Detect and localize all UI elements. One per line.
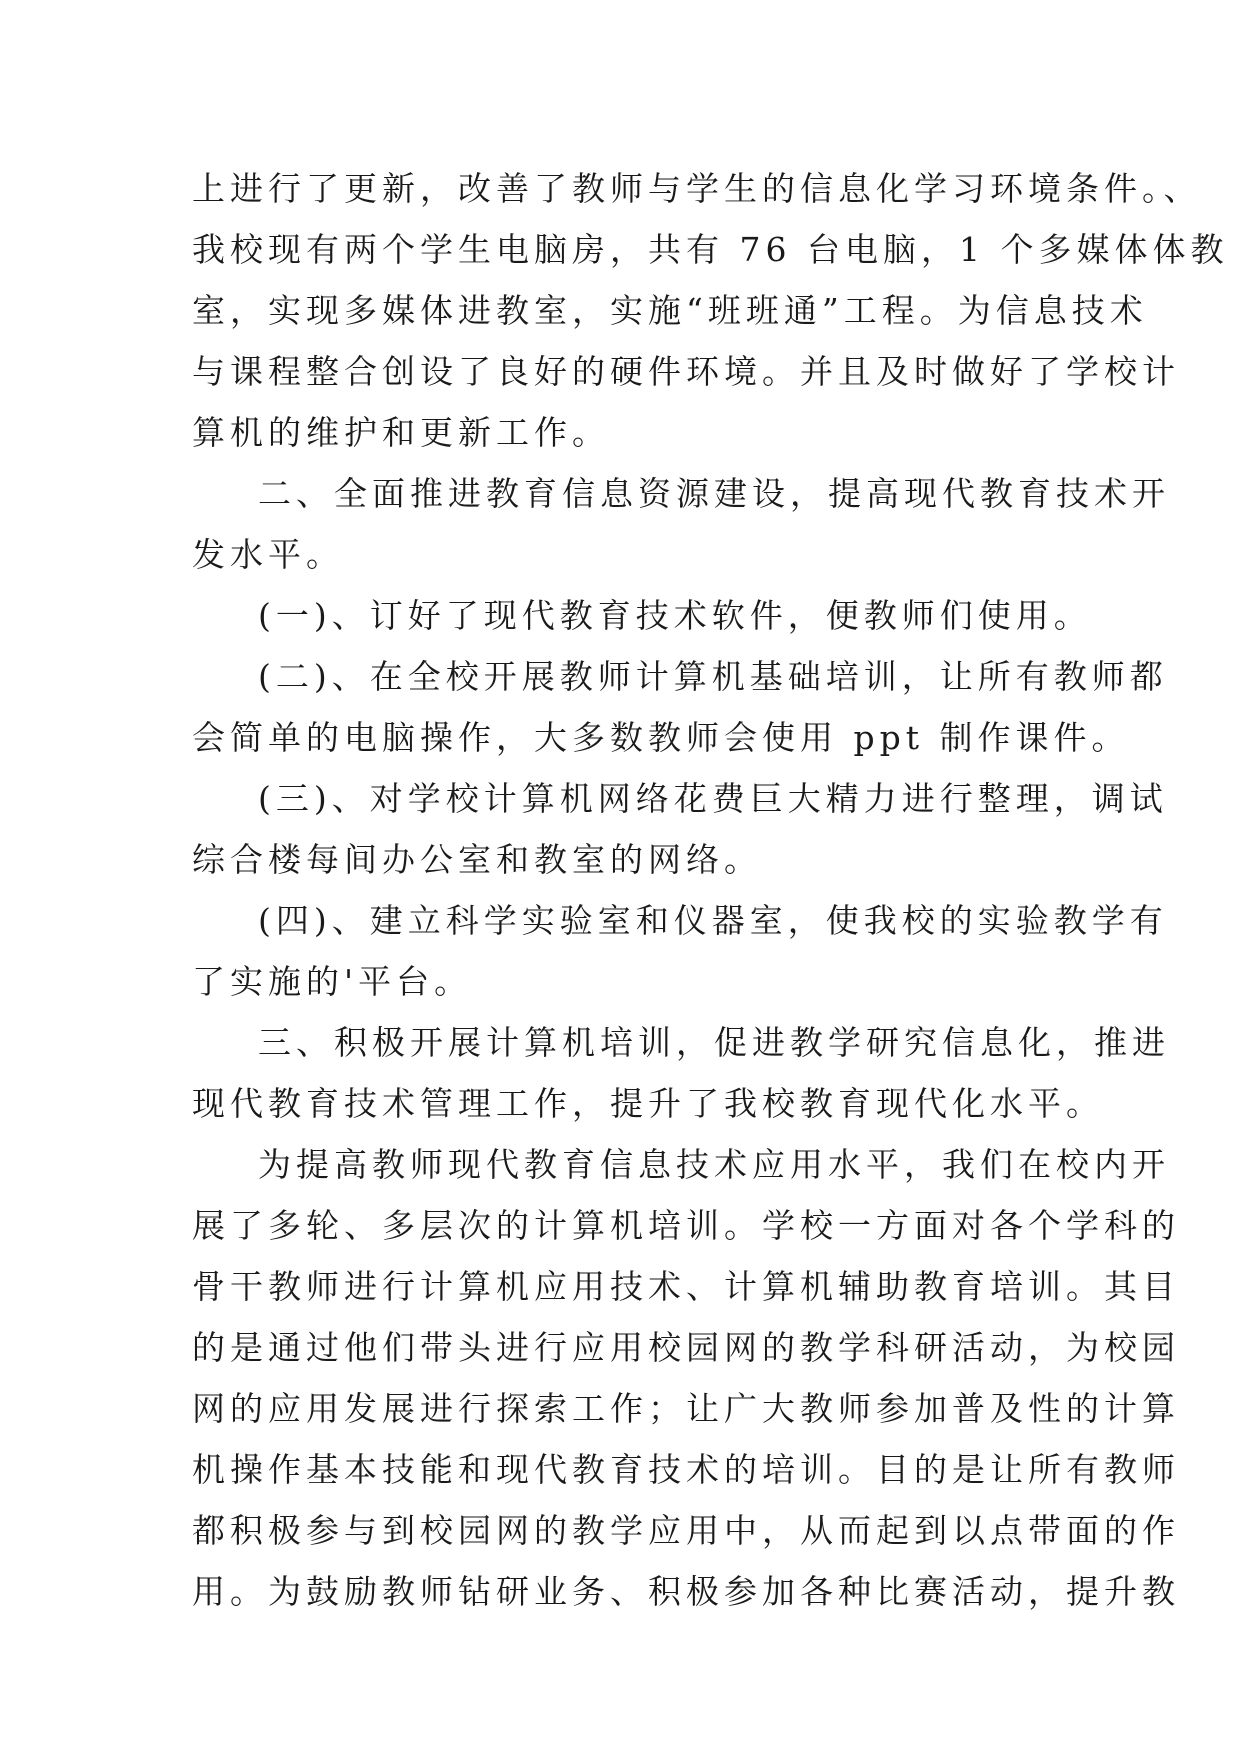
list-item-two bbox=[192, 646, 1168, 768]
text-line: 我校现有两个学生电脑房，共有 76 台电脑，1 个多媒体体教 bbox=[192, 230, 1229, 269]
text-line: 为提高教师现代教育信息技术应用水平，我们在校内开 bbox=[258, 1145, 1170, 1184]
text-line: (二)、在全校开展教师计算机基础培训，让所有教师都 bbox=[258, 657, 1168, 696]
document-body bbox=[192, 158, 1229, 1622]
text-line: 综合楼每间办公室和教室的网络。 bbox=[192, 840, 762, 879]
text-line: 与课程整合创设了良好的硬件环境。并且及时做好了学校计 bbox=[192, 352, 1180, 391]
list-item-four bbox=[192, 890, 1168, 1012]
paragraph-hardware-update bbox=[192, 158, 1229, 463]
text-line: 上进行了更新，改善了教师与学生的信息化学习环境条件。、 bbox=[192, 169, 1202, 208]
section-heading-two bbox=[192, 463, 1170, 585]
text-line: 算机的维护和更新工作。 bbox=[192, 413, 610, 452]
text-line: 了实施的'平台。 bbox=[192, 962, 473, 1001]
text-line: (三)、对学校计算机网络花费巨大精力进行整理，调试 bbox=[258, 779, 1168, 818]
text-line: 展了多轮、多层次的计算机培训。学校一方面对各个学科的 bbox=[192, 1206, 1180, 1245]
list-item-one bbox=[192, 585, 1092, 646]
text-line: 网的应用发展进行探索工作；让广大教师参加普及性的计算 bbox=[192, 1389, 1180, 1428]
text-line: (四)、建立科学实验室和仪器室，使我校的实验教学有 bbox=[258, 901, 1168, 940]
section-heading-three bbox=[192, 1012, 1170, 1134]
text-line: 现代教育技术管理工作，提升了我校教育现代化水平。 bbox=[192, 1084, 1104, 1123]
text-line: 骨干教师进行计算机应用技术、计算机辅助教育培训。其目 bbox=[192, 1267, 1180, 1306]
text-line: 用。为鼓励教师钻研业务、积极参加各种比赛活动，提升教 bbox=[192, 1572, 1180, 1611]
text-line: 机操作基本技能和现代教育技术的培训。目的是让所有教师 bbox=[192, 1450, 1180, 1489]
text-line: 会简单的电脑操作，大多数教师会使用 ppt 制作课件。 bbox=[192, 718, 1130, 757]
text-line: 室，实现多媒体进教室，实施“班班通”工程。为信息技术 bbox=[192, 291, 1148, 330]
text-line: (一)、订好了现代教育技术软件，便教师们使用。 bbox=[258, 596, 1092, 635]
text-line: 二、全面推进教育信息资源建设，提高现代教育技术开 bbox=[258, 474, 1170, 513]
text-line: 的是通过他们带头进行应用校园网的教学科研活动，为校园 bbox=[192, 1328, 1180, 1367]
paragraph-training bbox=[192, 1134, 1180, 1622]
text-line: 发水平。 bbox=[192, 535, 344, 574]
list-item-three bbox=[192, 768, 1168, 890]
text-line: 都积极参与到校园网的教学应用中，从而起到以点带面的作 bbox=[192, 1511, 1180, 1550]
text-line: 三、积极开展计算机培训，促进教学研究信息化，推进 bbox=[258, 1023, 1170, 1062]
